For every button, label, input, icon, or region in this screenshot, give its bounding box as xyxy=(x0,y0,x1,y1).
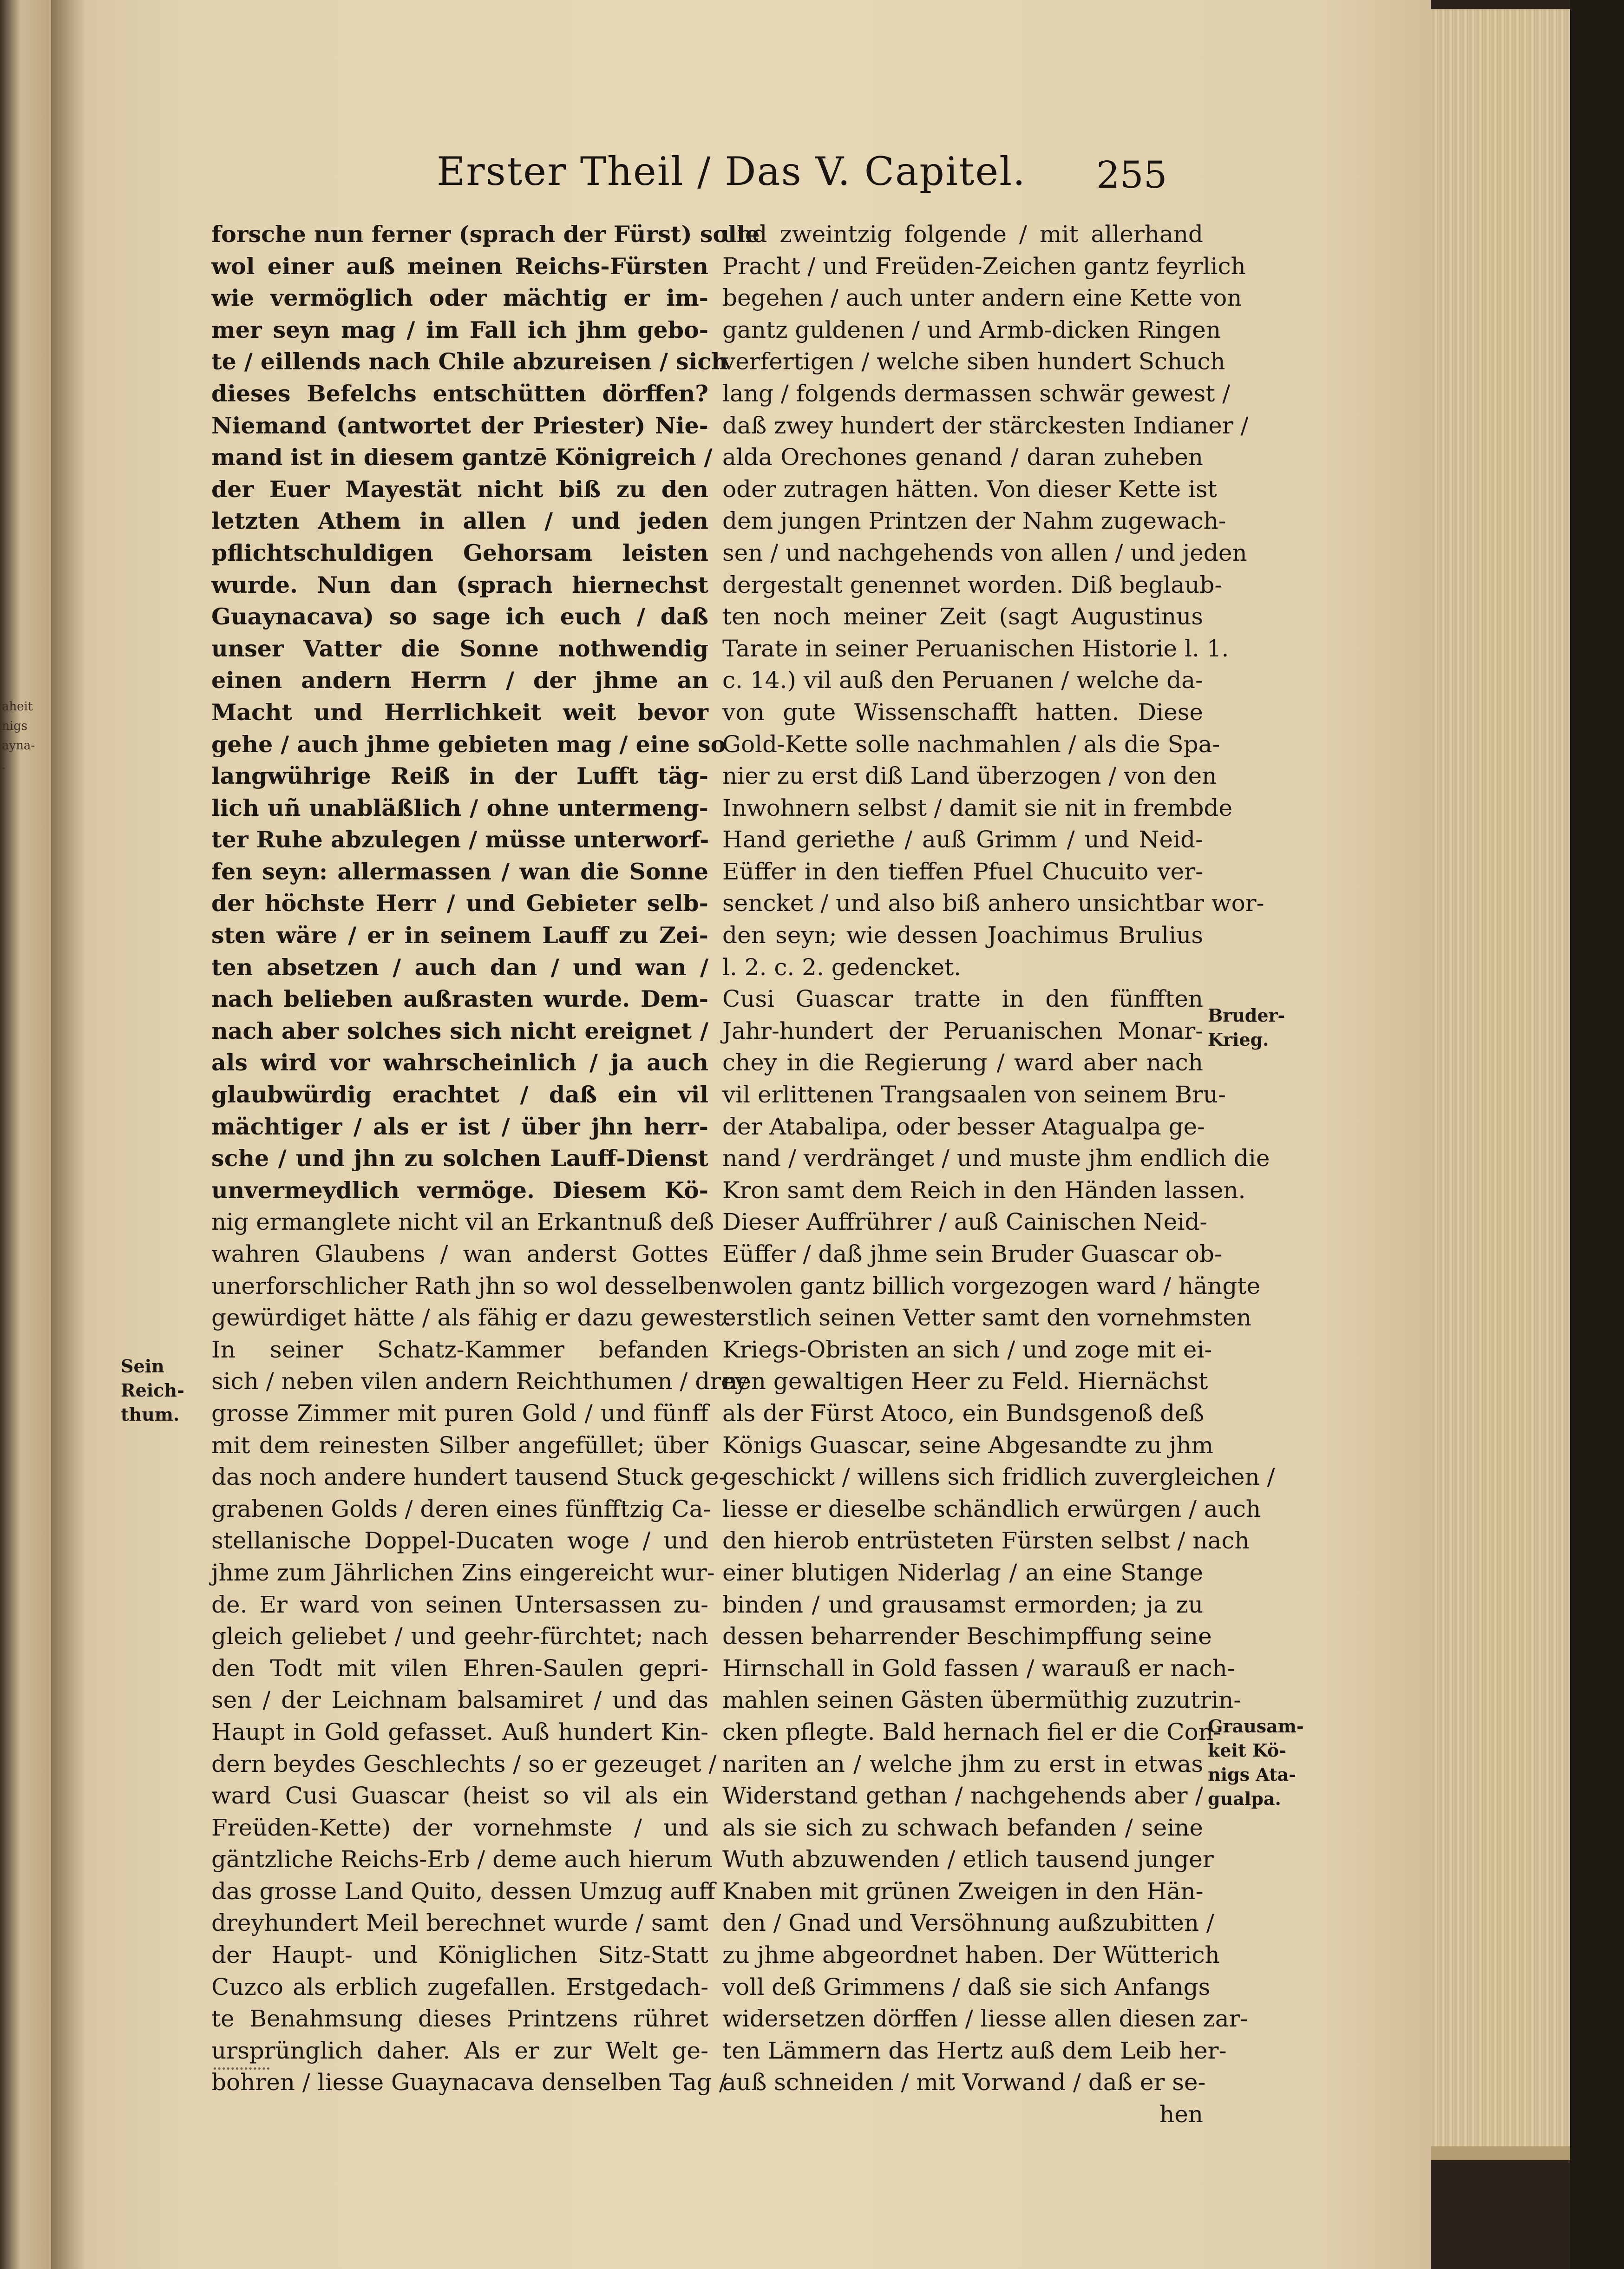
text-line: l. 2. c. 2. gedencket. xyxy=(722,953,962,981)
text-line: forsche nun ferner (sprach der Fürst) solle xyxy=(211,221,760,248)
text-line: mächtiger / als er ist / über jhn herr- xyxy=(211,1113,708,1140)
text-line: mand ist in diesem gantzē Königreich / xyxy=(211,444,713,471)
text-line: letzten Athem in allen / und jeden xyxy=(211,507,708,535)
text-line: Niemand (antwortet der Priester) Nie- xyxy=(211,412,708,439)
text-line: ten Lämmern das Hertz auß dem Leib her- xyxy=(722,2037,1227,2064)
text-line: fen seyn: allermassen / wan die Sonne xyxy=(211,858,708,885)
text-line: ursprünglich daher. Als er zur Welt ge- xyxy=(211,2037,708,2064)
text-line: sencket / und also biß anhero unsichtbar wor- xyxy=(722,890,1264,917)
text-line: nen gewaltigen Heer zu Feld. Hiernächst xyxy=(722,1368,1208,1395)
text-line: Tarate in seiner Peruanischen Historie l. 1. xyxy=(722,635,1229,662)
text-line: Cuzco als erblich zugefallen. Erstgedach- xyxy=(211,1973,708,2000)
text-line: Knaben mit grünen Zweigen in den Hän- xyxy=(722,1877,1204,1905)
text-line: wolen gantz billich vorgezogen ward / hängte xyxy=(722,1272,1261,1299)
text-line: dreyhundert Meil berechnet wurde / samt xyxy=(211,1909,708,1937)
text-line: stellanische Doppel-Ducaten woge / und xyxy=(211,1527,708,1554)
text-line: nariten an / welche jhm zu erst in etwas xyxy=(722,1750,1203,1777)
text-line: unser Vatter die Sonne nothwendig xyxy=(211,635,708,662)
text-line: das grosse Land Quito, dessen Umzug auff xyxy=(211,1877,715,1905)
text-line: verfertigen / welche siben hundert Schuch xyxy=(722,348,1225,375)
text-line: Pracht / und Freüden-Zeichen gantz feyrlich xyxy=(722,252,1246,280)
text-line: sich / neben vilen andern Reichthumen / drey xyxy=(211,1368,748,1395)
text-line: Wuth abzuwenden / etlich tausend junger xyxy=(722,1846,1214,1873)
running-title: Erster Theil / Das V. Capitel. xyxy=(437,149,1026,194)
text-line: sche / und jhn zu solchen Lauff-Dienst xyxy=(211,1145,708,1172)
text-line: wol einer auß meinen Reichs-Fürsten xyxy=(211,252,708,280)
text-line: wahren Glaubens / wan anderst Gottes xyxy=(211,1240,708,1267)
text-line: te / eillends nach Chile abzureisen / sich xyxy=(211,348,728,375)
text-line: der Euer Mayestät nicht biß zu den xyxy=(211,475,708,503)
text-line: geschickt / willens sich fridlich zuvergleichen / xyxy=(722,1463,1275,1491)
left-fragment: aheit xyxy=(2,700,33,714)
text-line: und zweintzig folgende / mit allerhand xyxy=(722,221,1203,248)
text-line: dergestalt genennet worden. Diß beglaub- xyxy=(722,571,1223,598)
text-line: erstlich seinen Vetter samt den vornehmsten xyxy=(722,1304,1251,1331)
text-line: dem jungen Printzen der Nahm zugewach- xyxy=(722,507,1226,535)
text-line: jhme zum Jährlichen Zins eingereicht wur- xyxy=(211,1559,715,1586)
text-line: sen / und nachgehends von allen / und jeden xyxy=(722,539,1247,566)
text-line: oder zutragen hätten. Von dieser Kette ist xyxy=(722,475,1217,503)
text-line: unvermeydlich vermöge. Diesem Kö- xyxy=(211,1176,708,1204)
text-line: grabenen Golds / deren eines fünfftzig Ca- xyxy=(211,1495,711,1522)
page-number: 255 xyxy=(1096,153,1167,197)
text-line: den seyn; wie dessen Joachimus Brulius xyxy=(722,922,1203,949)
left-page-fragments xyxy=(2,697,48,775)
text-line: den hierob entrüsteten Fürsten selbst / nach xyxy=(722,1527,1250,1554)
text-line: Widerstand gethan / nachgehends aber / xyxy=(722,1782,1203,1810)
text-line: nach aber solches sich nicht ereignet / xyxy=(211,1017,708,1044)
text-line: lich uñ unabläßlich / ohne untermeng- xyxy=(211,794,708,821)
text-line: de. Er ward von seinen Untersassen zu- xyxy=(211,1591,708,1618)
text-line: den Todt mit vilen Ehren-Saulen gepri- xyxy=(211,1654,708,1682)
text-line: auß schneiden / mit Vorwand / daß er se- xyxy=(722,2069,1206,2096)
text-line: Macht und Herrlichkeit weit bevor xyxy=(211,698,708,726)
text-line: Haupt in Gold gefasset. Auß hundert Kin- xyxy=(211,1718,708,1745)
text-line: nig ermanglete nicht vil an Erkantnuß deß xyxy=(211,1208,714,1236)
text-line: sen / der Leichnam balsamiret / und das xyxy=(211,1686,708,1714)
text-line: gleich geliebet / und geehr-fürchtet; nach xyxy=(211,1623,708,1650)
text-line: gäntzliche Reichs-Erb / deme auch hierum xyxy=(211,1846,713,1873)
text-line: cken pflegte. Bald hernach fiel er die Con- xyxy=(722,1718,1221,1745)
text-line: alda Orechones genand / daran zuheben xyxy=(722,444,1203,471)
text-line: bohren / liesse Guaynacava denselben Tag / xyxy=(211,2069,727,2096)
text-line: gantz guldenen / und Armb-dicken Ringen xyxy=(722,316,1221,343)
text-line: c. 14.) vil auß den Peruanen / welche da- xyxy=(722,667,1203,694)
left-page-edge xyxy=(0,0,51,2269)
text-line: Eüffer in den tieffen Pfuel Chucuito ver- xyxy=(722,858,1203,885)
book-gutter xyxy=(51,0,84,2269)
margin-note-grausamkeit: Grausam-keit Kö-nigs Ata-gualpa. xyxy=(1208,1716,1304,1809)
bottom-dots-ornament xyxy=(214,2067,269,2072)
text-line: Gold-Kette solle nachmahlen / als die Spa- xyxy=(722,730,1220,758)
text-line: als sie sich zu schwach befanden / seine xyxy=(722,1814,1203,1841)
text-line: widersetzen dörffen / liesse allen diesen zar- xyxy=(722,2005,1248,2033)
text-line: Eüffer / daß jhme sein Bruder Guascar ob- xyxy=(722,1240,1222,1267)
text-line: der Haupt- und Königlichen Sitz-Statt xyxy=(211,1941,708,1969)
text-line: nach belieben außrasten wurde. Dem- xyxy=(211,985,708,1013)
text-line: der höchste Herr / und Gebieter selb- xyxy=(211,890,708,917)
text-line: einer blutigen Niderlag / an eine Stange xyxy=(722,1559,1203,1586)
text-line: nand / verdränget / und muste jhm endlich die xyxy=(722,1145,1270,1172)
text-line: gewürdiget hätte / als fähig er dazu gewest. xyxy=(211,1304,732,1331)
text-line: Guaynacava) so sage ich euch / daß xyxy=(211,603,708,630)
text-line: als wird vor wahrscheinlich / ja auch xyxy=(211,1049,708,1076)
background-right xyxy=(1570,0,1624,2269)
text-line: hen xyxy=(1159,2101,1203,2128)
text-line: wurde. Nun dan (sprach hiernechst xyxy=(211,571,708,598)
text-line: ter Ruhe abzulegen / müsse unterworf- xyxy=(211,826,709,853)
text-line: begehen / auch unter andern eine Kette von xyxy=(722,284,1242,312)
text-line: binden / und grausamst ermorden; ja zu xyxy=(722,1591,1203,1618)
text-line: grosse Zimmer mit puren Gold / und fünff xyxy=(211,1399,708,1427)
text-line: das noch andere hundert tausend Stuck ge- xyxy=(211,1463,727,1491)
text-line: nier zu erst diß Land überzogen / von den xyxy=(722,762,1217,790)
text-line: In seiner Schatz-Kammer befanden xyxy=(211,1336,708,1363)
text-line: ten absetzen / auch dan / und wan / xyxy=(211,953,708,981)
text-line: als der Fürst Atoco, ein Bundsgenoß deß xyxy=(722,1399,1205,1427)
text-line: mahlen seinen Gästen übermüthig zuzutrin- xyxy=(722,1686,1242,1714)
text-line: Kron samt dem Reich in den Händen lassen. xyxy=(722,1176,1246,1204)
text-line: Jahr-hundert der Peruanischen Monar- xyxy=(722,1017,1203,1044)
left-fragment: nigs xyxy=(2,719,28,733)
text-line: von gute Wissenschafft hatten. Diese xyxy=(722,698,1203,726)
margin-note-bruder-krieg: Bruder-Krieg. xyxy=(1208,1005,1285,1050)
left-fragment: ayna- xyxy=(2,739,35,753)
text-line: wie vermöglich oder mächtig er im- xyxy=(211,284,708,312)
left-text-column xyxy=(211,218,760,2098)
text-line: Cusi Guascar tratte in den fünfften xyxy=(722,985,1203,1013)
text-line: glaubwürdig erachtet / daß ein vil xyxy=(211,1081,708,1108)
text-line: mer seyn mag / im Fall ich jhm gebo- xyxy=(211,316,708,343)
text-line: pflichtschuldigen Gehorsam leisten xyxy=(211,539,708,566)
text-line: gehe / auch jhme gebieten mag / eine so xyxy=(211,730,726,758)
text-line: lang / folgends dermassen schwär gewest / xyxy=(722,380,1231,407)
text-line: dieses Befelchs entschütten dörffen? xyxy=(211,380,708,407)
text-line: te Benahmsung dieses Printzens rühret xyxy=(211,2005,708,2033)
text-line: Hand geriethe / auß Grimm / und Neid- xyxy=(722,826,1203,853)
text-line: Königs Guascar, seine Abgesandte zu jhm xyxy=(722,1431,1213,1459)
text-line: sten wäre / er in seinem Lauff zu Zei- xyxy=(211,922,708,949)
text-line: ward Cusi Guascar (heist so vil als ein xyxy=(211,1782,708,1810)
text-line: voll deß Grimmens / daß sie sich Anfangs xyxy=(722,1973,1211,2000)
text-line: zu jhme abgeordnet haben. Der Wütterich xyxy=(722,1941,1220,1969)
text-line: liesse er dieselbe schändlich erwürgen / auch xyxy=(722,1495,1261,1522)
text-line: dessen beharrender Beschimpffung seine xyxy=(722,1623,1212,1650)
text-line: der Atabalipa, oder besser Ataguаlpa ge- xyxy=(722,1113,1205,1140)
text-line: dern beydes Geschlechts / so er gezeuget / xyxy=(211,1750,717,1777)
left-fragment: . xyxy=(2,758,6,772)
text-line: langwührige Reiß in der Lufft täg- xyxy=(211,762,708,790)
text-line: unerforschlicher Rath jhn so wol desselben xyxy=(211,1272,722,1299)
text-line: Dieser Auffrührer / auß Cainischen Neid- xyxy=(722,1208,1208,1236)
text-line: vil erlittenen Trangsaalen von seinem Bru- xyxy=(722,1081,1226,1108)
page-stack-edge xyxy=(1431,9,1570,2160)
running-header xyxy=(437,149,1226,204)
text-line: einen andern Herrn / der jhme an xyxy=(211,667,708,694)
text-line: Freüden-Kette) der vornehmste / und xyxy=(211,1814,708,1841)
margin-note-sein-reichthum: Sein Reich-thum. xyxy=(121,1356,184,1425)
text-line: Hirnschall in Gold fassen / warauß er nach- xyxy=(722,1654,1235,1682)
text-line: ten noch meiner Zeit (sagt Augustinus xyxy=(722,603,1203,630)
text-line: daß zwey hundert der stärckesten Indianer / xyxy=(722,412,1249,439)
text-line: den / Gnad und Versöhnung außzubitten / xyxy=(722,1909,1214,1937)
text-line: Kriegs-Obristen an sich / und zoge mit ei- xyxy=(722,1336,1212,1363)
text-line: Inwohnern selbst / damit sie nit in frembde xyxy=(722,794,1233,821)
text-line: mit dem reinesten Silber angefüllet; über xyxy=(211,1431,708,1459)
text-line: chey in die Regierung / ward aber nach xyxy=(722,1049,1203,1076)
